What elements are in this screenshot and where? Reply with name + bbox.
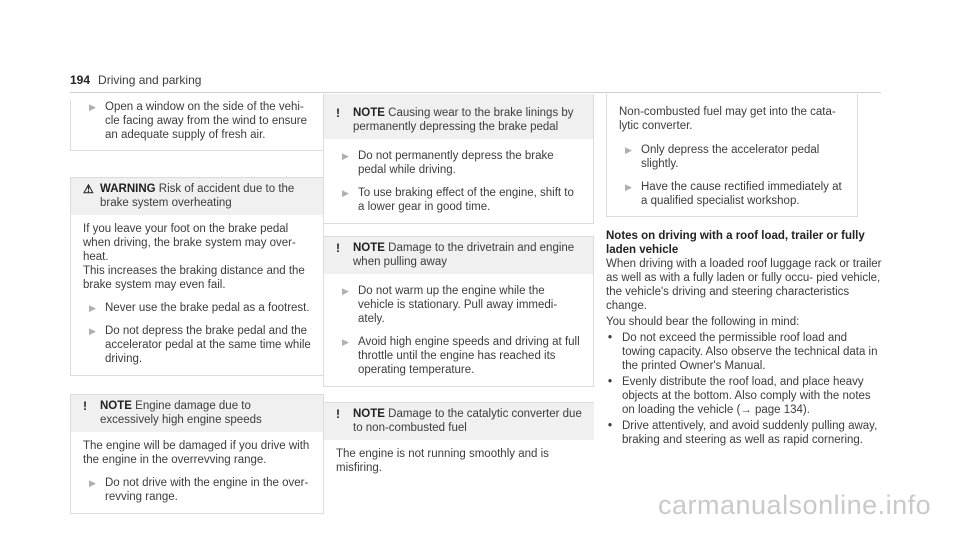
header-rule [70,92,881,93]
step: ▶ Do not drive with the engine in the over- revving range. [83,476,311,504]
list-item: • Do not exceed the permissible roof load and towing capacity. Also observe the technical data in the printed Owner's Manual. [608,332,878,372]
continued-body: Non-combusted fuel may get into the cata- lytic converter. [619,106,836,132]
step: ▶ Open a window on the side of the vehi- cle facing away from the wind to ensure an adequate supply of fresh air. [83,100,311,142]
arrow-icon: ▶ [342,188,349,198]
step: ▶ Only depress the accelerator pedal slightly. [619,143,845,171]
roof-load-section [606,229,882,447]
list-item: • Evenly distribute the roof load, and place heavy objects at the bottom. Also comply with the notes on loading the vehicle (→ page 134). [608,376,871,416]
list-item: • Drive attentively, and avoid suddenly pulling away, braking and steering as well as rapid cornering. [608,420,878,446]
window-step-box [70,100,324,151]
note-linings-box [323,94,594,224]
step: ▶ Do not depress the brake pedal and the accelerator pedal at the same time while driving. [83,324,311,366]
note-body: The engine is not running smoothly and is misfiring. [336,448,549,474]
column-3 [606,94,882,447]
note-header: ! NOTE Causing wear to the brake linings by permanently depressing the brake pedal [324,94,593,139]
bullet-icon: • [608,376,613,388]
arrow-icon: ▶ [625,182,632,192]
arrow-icon: ▶ [89,102,96,112]
converter-continued-box [606,94,858,217]
arrow-icon: ▶ [342,337,349,347]
column-2 [323,94,594,475]
note-header: ! NOTE Engine damage due to excessively high engine speeds [71,395,323,432]
step: ▶ Do not permanently depress the brake pedal while driving. [336,149,581,177]
note-body: The engine will be damaged if you drive with the engine in the overrevving range. [83,440,310,466]
arrow-icon: ▶ [89,478,96,488]
bullet-icon: • [608,420,613,432]
note-engine-box [70,394,324,514]
bear-in-mind: You should bear the following in mind: [606,316,800,328]
warning-icon: ⚠ [83,182,94,196]
arrow-icon: ▶ [342,286,349,296]
arrow-icon: ▶ [89,303,96,313]
section-title: Driving and parking [98,73,202,87]
warning-header: ⚠ WARNING Risk of accident due to the brake system overheating [71,178,323,215]
note-icon: ! [336,407,340,421]
step: ▶ To use braking effect of the engine, shift to a lower gear in good time. [336,186,581,214]
note-drivetrain-box [323,236,594,387]
step: ▶ Never use the brake pedal as a footrest. [83,301,311,315]
warning-body-2: This increases the braking distance and the brake system may even fail. [83,265,305,291]
arrow-icon: ▶ [342,151,349,161]
watermark: carmanualsonline.info [658,490,932,520]
page-header [70,73,201,87]
arrow-icon: ▶ [625,145,632,155]
note-header: ! NOTE Damage to the catalytic converter due to non-combusted fuel [324,403,594,440]
section-heading: Notes on driving with a roof load, trailer or fully laden vehicle [606,230,865,256]
section-intro: When driving with a loaded roof luggage rack or trailer as well as with a fully laden or fully occu- pied vehicle, the vehicle's driving and steering characteristics change. [606,258,882,312]
step: ▶ Have the cause rectified immediately at a qualified specialist workshop. [619,180,845,208]
column-1 [70,94,324,514]
note-icon: ! [336,106,340,120]
bullet-icon: • [608,332,613,344]
note-converter-box [323,402,594,475]
note-icon: ! [83,399,87,413]
note-header: ! NOTE Damage to the drivetrain and engine when pulling away [324,237,593,274]
warning-body-1: If you leave your foot on the brake pedal when driving, the brake system may over- heat. [83,223,296,263]
warning-box [70,177,324,376]
arrow-icon: ▶ [89,326,96,336]
step: ▶ Do not warm up the engine while the vehicle is stationary. Pull away immedi- ately. [336,284,581,326]
step: ▶ Avoid high engine speeds and driving at full throttle until the engine has reached its operating temperature. [336,335,581,377]
page-number: 194 [70,73,91,87]
note-icon: ! [336,241,340,255]
